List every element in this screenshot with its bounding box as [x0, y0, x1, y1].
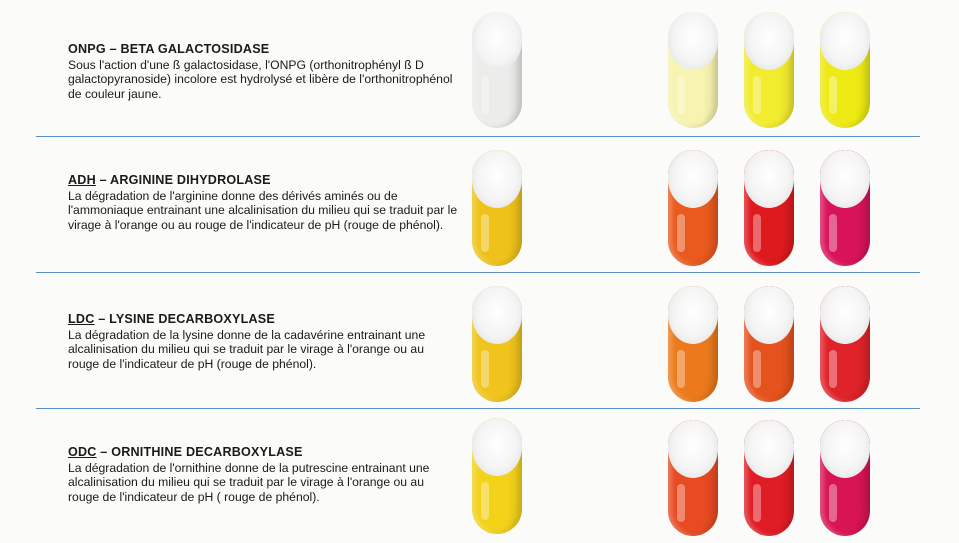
positive-tube-3 — [820, 150, 870, 266]
positive-tube-1 — [668, 12, 718, 128]
test-description: La dégradation de la lysine donne de la cadavérine entrainant une alcalinisation du milieu qui se traduit par le virage à l'orange ou au rouge de l'indicateur de pH (rouge de phénol). — [68, 327, 426, 371]
test-name: – ORNITHINE DECARBOXYLASE — [100, 445, 303, 459]
negative-tube — [472, 418, 522, 534]
test-row-adh — [0, 138, 959, 273]
test-description: La dégradation de l'arginine donne des dérivés aminés ou de l'ammoniaque entrainant une alcalinisation du milieu qui se traduit par le virage à l'orange ou au rouge de l'indicateur de pH (rouge de phénol). — [68, 188, 458, 232]
test-text-adh — [68, 173, 458, 232]
positive-tube-1 — [668, 286, 718, 402]
positive-tube-2 — [744, 150, 794, 266]
negative-tube — [472, 150, 522, 266]
test-name: ONPG – BETA GALACTOSIDASE — [68, 42, 270, 56]
negative-tube — [472, 286, 522, 402]
test-abbr: ADH — [68, 173, 96, 187]
positive-tube-2 — [744, 420, 794, 536]
positive-tube-1 — [668, 150, 718, 266]
test-row-ldc — [0, 274, 959, 409]
test-row-odc — [0, 408, 959, 543]
test-abbr: ODC — [68, 445, 97, 459]
positive-tube-3 — [820, 420, 870, 536]
test-title — [68, 445, 458, 460]
negative-tube — [472, 12, 522, 128]
section-divider — [36, 136, 920, 137]
test-title — [68, 42, 458, 57]
test-name: – ARGININE DIHYDROLASE — [99, 173, 271, 187]
positive-tube-3 — [820, 12, 870, 128]
test-text-ldc — [68, 312, 458, 371]
positive-tube-2 — [744, 12, 794, 128]
test-row-onpg — [0, 0, 959, 135]
test-description: Sous l'action d'une ß galactosidase, l'ONPG (orthonitrophényl ß D galactopyranoside) incolore est hydrolysé et libère de l'orthonitrophénol de couleur jaune. — [68, 57, 453, 101]
test-abbr: LDC — [68, 312, 95, 326]
section-divider — [36, 272, 920, 273]
positive-tube-3 — [820, 286, 870, 402]
test-title — [68, 173, 458, 188]
test-description: La dégradation de l'ornithine donne de la putrescine entrainant une alcalinisation du milieu qui se traduit par le virage à l'orange ou au rouge de l'indicateur de pH ( rouge de phénol). — [68, 460, 430, 504]
test-name: – LYSINE DECARBOXYLASE — [98, 312, 275, 326]
positive-tube-1 — [668, 420, 718, 536]
positive-tube-2 — [744, 286, 794, 402]
test-text-onpg — [68, 42, 458, 101]
test-text-odc — [68, 445, 458, 504]
test-title — [68, 312, 458, 327]
